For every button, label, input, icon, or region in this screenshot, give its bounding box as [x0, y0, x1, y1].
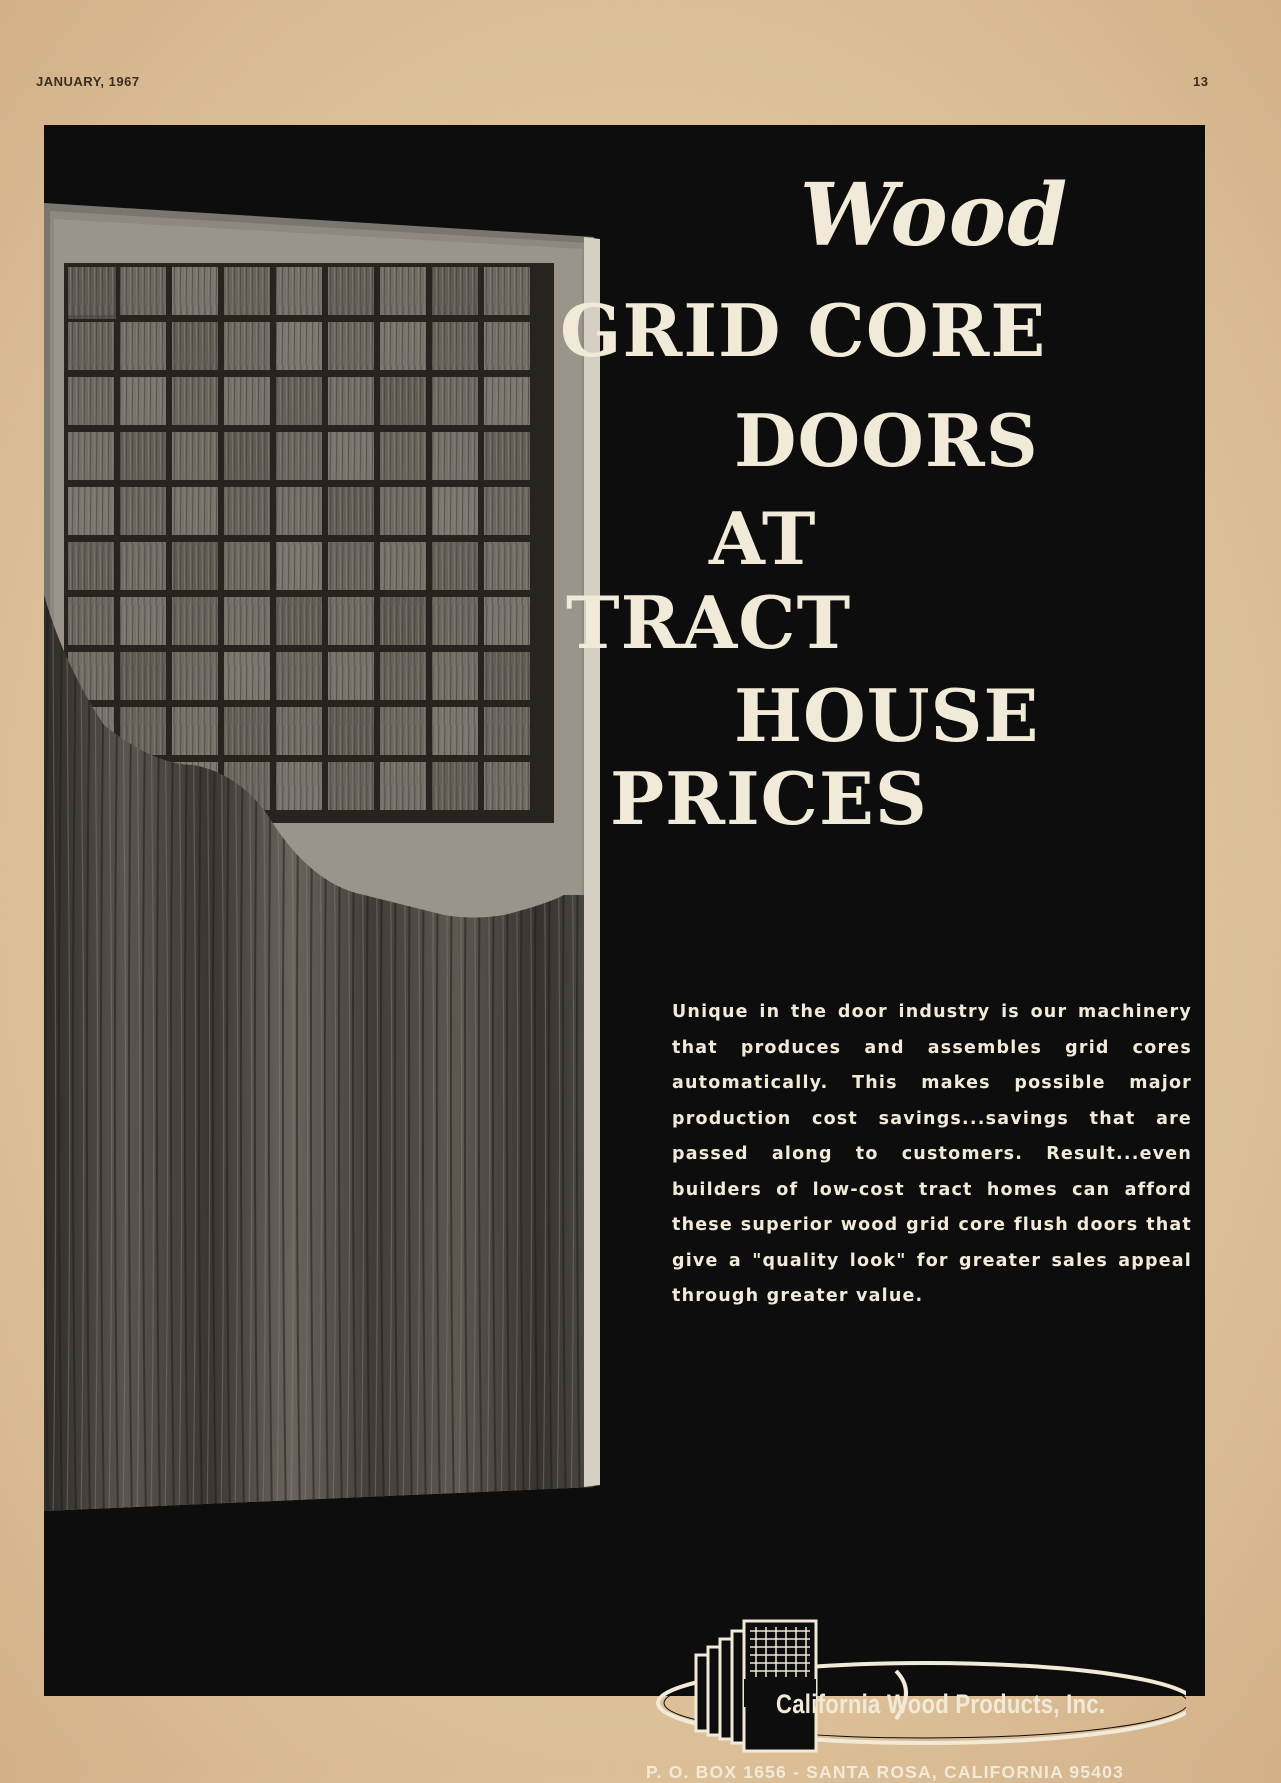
grid-core-cell-grain — [224, 322, 270, 370]
grid-core-cell-grain — [328, 432, 374, 480]
grid-core-cell-grain — [224, 432, 270, 480]
grid-core-cell-grain — [276, 322, 322, 370]
grid-core-cell-grain — [432, 652, 478, 700]
grid-core-cell-grain — [172, 267, 218, 315]
grid-core-cell-grain — [172, 652, 218, 700]
grid-core-cell-grain — [68, 432, 114, 480]
headline-line-6: PRICES — [610, 756, 928, 841]
grid-core-cell-grain — [328, 487, 374, 535]
grid-core-cell-grain — [432, 542, 478, 590]
grid-core-cell-grain — [120, 542, 166, 590]
grid-core-cell-grain — [172, 542, 218, 590]
grid-core-cell-grain — [224, 542, 270, 590]
grid-core-cell-grain — [484, 597, 530, 645]
grid-core-cell-grain — [432, 322, 478, 370]
grid-core-cell-grain — [484, 542, 530, 590]
grid-core-cell-grain — [120, 597, 166, 645]
grid-core-cell-grain — [380, 762, 426, 810]
grid-core-cell-grain — [172, 707, 218, 755]
grid-core-cell-grain — [68, 597, 114, 645]
grid-core-cell-grain — [276, 432, 322, 480]
page-number: 13 — [1193, 74, 1209, 89]
body-copy: Unique in the door industry is our machinery that produces and assembles grid cores automatically. This makes possible major production cost savings...savings that are passed along to customers. Result...even builders of low-cost tract homes can afford these superior wood grid core flush doors that give a "quality look" for greater sales appeal through greater value. — [672, 1002, 1192, 1306]
grid-core-cell-grain — [172, 597, 218, 645]
grid-core-cell-grain — [120, 652, 166, 700]
grid-core-cell-grain — [328, 322, 374, 370]
script-title: Wood — [799, 165, 1069, 266]
grid-core-cell-grain — [224, 267, 270, 315]
grid-core-cell-grain — [484, 322, 530, 370]
headline-line-1: GRID CORE — [560, 288, 1047, 373]
grid-core-cell-grain — [68, 267, 114, 315]
grid-core-cell-grain — [328, 542, 374, 590]
grid-core-cell-grain — [380, 542, 426, 590]
grid-core-cell-grain — [224, 597, 270, 645]
grid-core-cell-grain — [484, 432, 530, 480]
company-name: California Wood Products, Inc. — [776, 1689, 1106, 1719]
grid-core-cell-grain — [484, 652, 530, 700]
grid-core-cell-grain — [484, 762, 530, 810]
grid-core-cell-grain — [276, 487, 322, 535]
grid-core-cell-grain — [328, 762, 374, 810]
grid-core-cell-grain — [276, 762, 322, 810]
grid-core-cell-grain — [380, 322, 426, 370]
grid-core-cell-grain — [380, 597, 426, 645]
grid-core-cell-grain — [120, 377, 166, 425]
grid-core-cell-grain — [224, 652, 270, 700]
grid-core-cell-grain — [484, 707, 530, 755]
grid-core-cell-grain — [68, 487, 114, 535]
grid-core-cell-grain — [276, 597, 322, 645]
headline-line-4: TRACT — [566, 580, 852, 665]
grid-core-cell-grain — [172, 487, 218, 535]
grid-core-cell-grain — [68, 377, 114, 425]
grid-core-cell-grain — [224, 377, 270, 425]
grid-core-cell-grain — [380, 707, 426, 755]
grid-core-cell-grain — [172, 322, 218, 370]
grid-core-cell-grain — [224, 707, 270, 755]
grid-core-cell-grain — [380, 652, 426, 700]
grid-core-cell-grain — [432, 487, 478, 535]
grid-core-cell-grain — [276, 707, 322, 755]
grid-core-cell-grain — [432, 267, 478, 315]
grid-core-cell-grain — [68, 542, 114, 590]
grid-core-cell-grain — [380, 432, 426, 480]
headline-line-3: AT — [709, 496, 817, 581]
grid-core-cell-grain — [172, 377, 218, 425]
grid-core-cell-grain — [484, 487, 530, 535]
company-address: P. O. BOX 1656 - SANTA ROSA, CALIFORNIA 95403 — [646, 1762, 1124, 1782]
grid-core-cell-grain — [432, 707, 478, 755]
grid-core-cell-grain — [380, 377, 426, 425]
grid-core-cell-grain — [276, 652, 322, 700]
grid-core-cell-grain — [432, 432, 478, 480]
headline-line-2: DOORS — [734, 398, 1039, 483]
grid-core-cell-grain — [276, 542, 322, 590]
page-header-date: JANUARY, 1967 — [36, 74, 140, 89]
door-stack-logo — [626, 1607, 1186, 1757]
grid-core-cell-grain — [484, 377, 530, 425]
grid-core-cell-grain — [380, 487, 426, 535]
grid-core-cell-grain — [120, 267, 166, 315]
grid-core-cell-grain — [276, 267, 322, 315]
grid-core-cell-grain — [328, 267, 374, 315]
grid-core-cell-grain — [328, 652, 374, 700]
grid-core-cell-grain — [120, 432, 166, 480]
grid-core-cell-grain — [328, 707, 374, 755]
headline-line-5: HOUSE — [734, 673, 1040, 758]
grid-core-cell-grain — [172, 432, 218, 480]
grid-core-cell-grain — [380, 267, 426, 315]
grid-core-cell-grain — [120, 322, 166, 370]
grid-core-cell-grain — [328, 597, 374, 645]
grid-core-cell-grain — [224, 487, 270, 535]
advertisement — [44, 125, 1205, 1782]
grid-core-cell-grain — [276, 377, 322, 425]
grid-core-cell-grain — [328, 377, 374, 425]
grid-core-cell-grain — [432, 762, 478, 810]
grid-core-cell-grain — [484, 267, 530, 315]
grid-core-cell-grain — [120, 487, 166, 535]
grid-core-cell-grain — [432, 597, 478, 645]
grid-core-cell-grain — [68, 322, 114, 370]
grid-core-cell-grain — [432, 377, 478, 425]
